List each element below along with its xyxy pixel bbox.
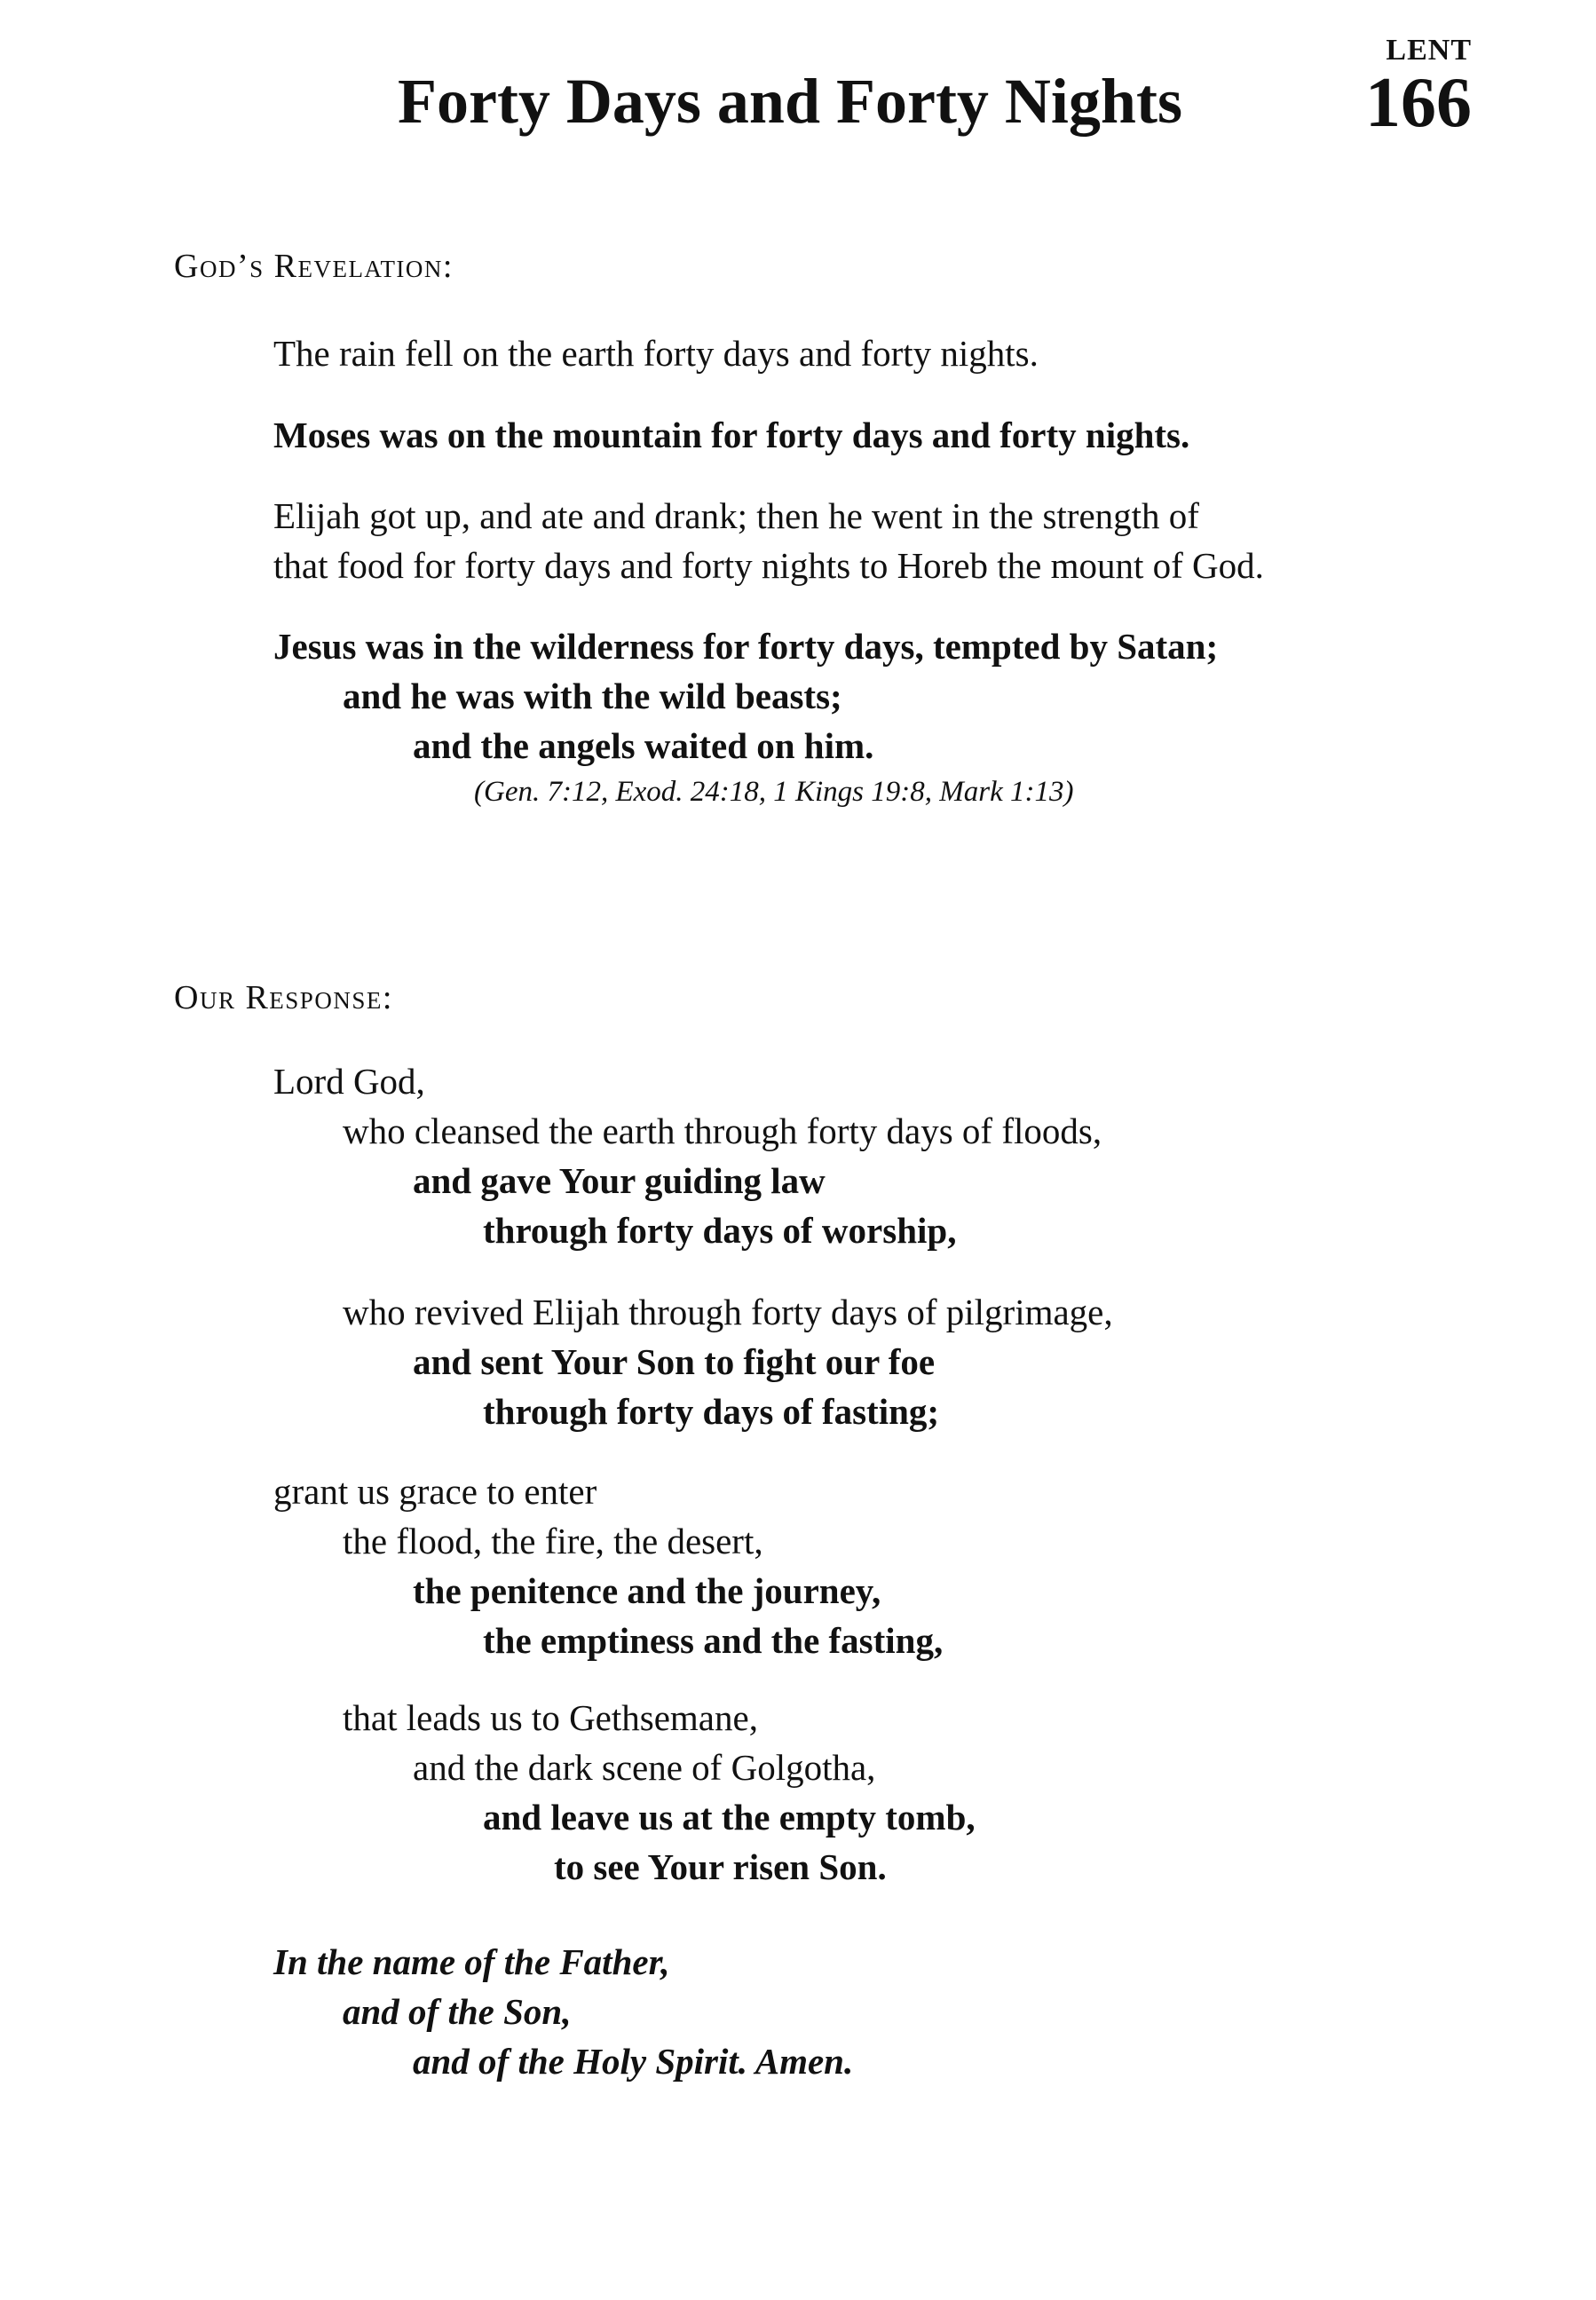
text-line: that leads us to Gethsemane, bbox=[343, 1697, 758, 1738]
text-line: grant us grace to enter bbox=[273, 1471, 597, 1512]
text-line: Jesus was in the wilderness for forty days, tempted by Satan; bbox=[273, 626, 1219, 667]
text-line: The rain fell on the earth forty days and forty nights. bbox=[273, 333, 1039, 374]
text-line: and the angels waited on him. bbox=[413, 725, 874, 766]
revelation-heading: God’s Revelation: bbox=[174, 248, 454, 285]
revelation-p2 bbox=[273, 410, 1481, 460]
text-line: the penitence and the journey, bbox=[413, 1570, 881, 1611]
revelation-p4 bbox=[273, 621, 1481, 813]
scripture-citation: (Gen. 7:12, Exod. 24:18, 1 Kings 19:8, Mark 1:13) bbox=[474, 776, 1074, 808]
text-line: and the dark scene of Golgotha, bbox=[413, 1747, 876, 1788]
text-line: Moses was on the mountain for forty days and forty nights. bbox=[273, 415, 1190, 455]
text-line: and leave us at the empty tomb, bbox=[483, 1797, 976, 1838]
text-line: who cleansed the earth through forty days of floods, bbox=[343, 1110, 1102, 1151]
text-line: and of the Son, bbox=[343, 1991, 572, 2032]
text-line: to see Your risen Son. bbox=[554, 1846, 887, 1887]
text-line: Lord God, bbox=[273, 1061, 425, 1102]
response-doxology bbox=[273, 1937, 1481, 2086]
text-line: and of the Holy Spirit. Amen. bbox=[413, 2041, 854, 2082]
text-line: through forty days of worship, bbox=[483, 1210, 957, 1251]
text-line: and he was with the wild beasts; bbox=[343, 676, 842, 716]
text-line: and sent Your Son to fight our foe bbox=[413, 1341, 936, 1382]
response-heading: Our Response: bbox=[174, 979, 393, 1016]
revelation-p1 bbox=[273, 328, 1481, 378]
text-line: the emptiness and the fasting, bbox=[483, 1620, 944, 1661]
page-title: Forty Days and Forty Nights bbox=[398, 66, 1182, 137]
text-line: the flood, the fire, the desert, bbox=[343, 1521, 763, 1561]
response-stanza-1 bbox=[273, 1056, 1481, 1255]
section-label: LENT bbox=[1386, 34, 1472, 67]
response-stanza-4 bbox=[273, 1693, 1481, 1892]
text-line: that food for forty days and forty nights to Horeb the mount of God. bbox=[273, 545, 1264, 586]
response-stanza-3 bbox=[273, 1466, 1481, 1665]
text-line: who revived Elijah through forty days of pilgrimage, bbox=[343, 1292, 1113, 1332]
text-line: In the name of the Father, bbox=[273, 1941, 670, 1982]
text-line: and gave Your guiding law bbox=[413, 1160, 826, 1201]
text-line: Elijah got up, and ate and drank; then he went in the strength of bbox=[273, 495, 1199, 536]
response-stanza-2 bbox=[273, 1287, 1481, 1436]
text-line: through forty days of fasting; bbox=[483, 1391, 940, 1432]
page-number: 166 bbox=[1365, 64, 1472, 142]
revelation-p3 bbox=[273, 491, 1481, 590]
